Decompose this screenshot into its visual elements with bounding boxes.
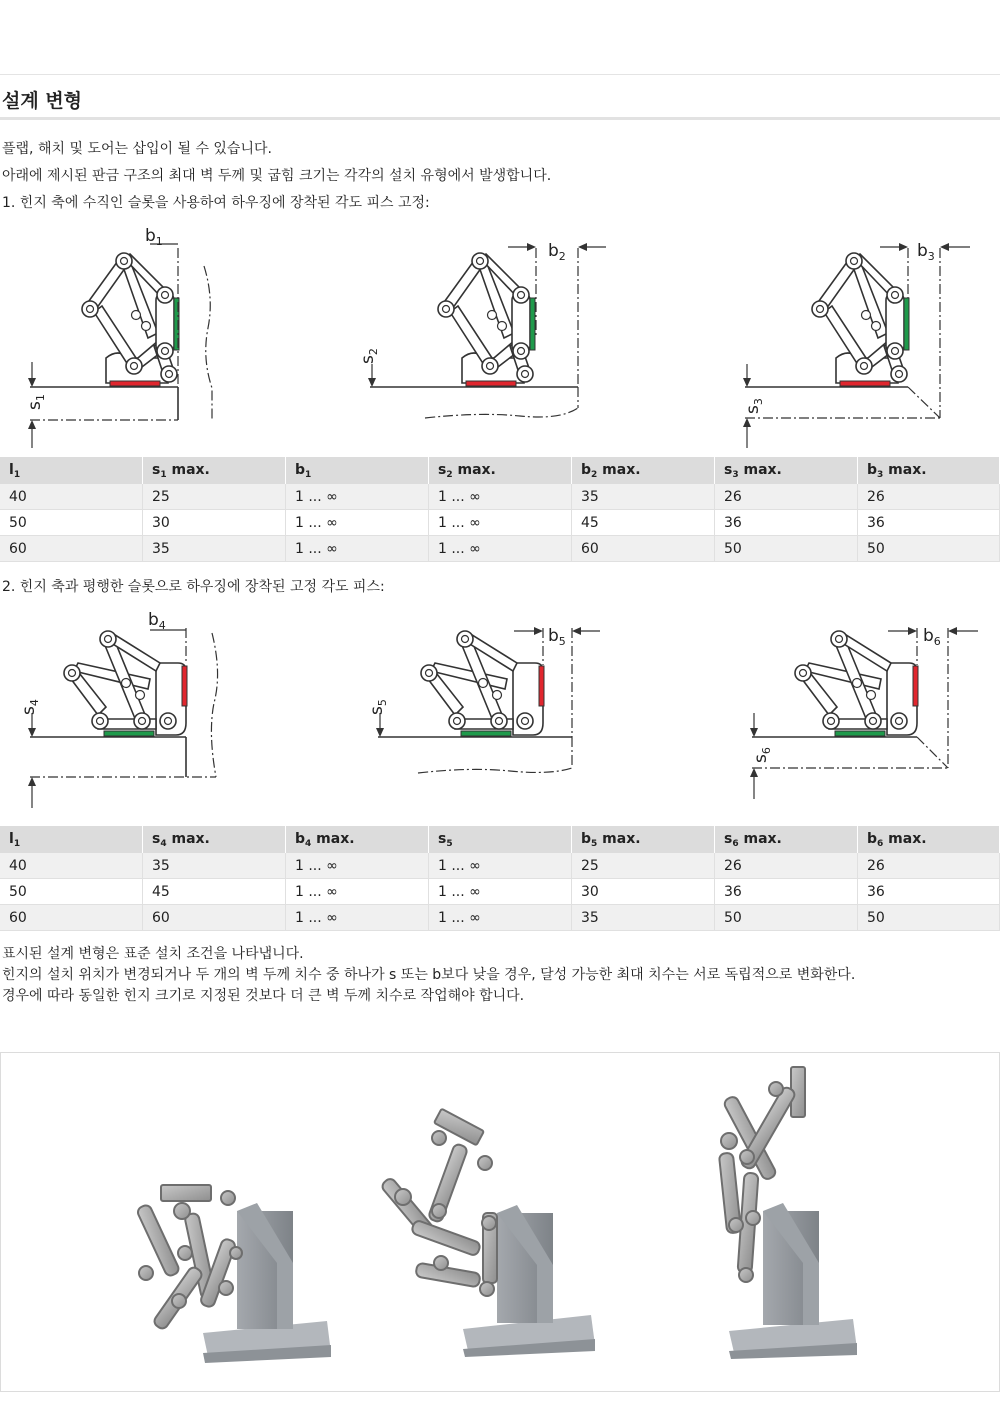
table-cell: 30 xyxy=(572,879,715,905)
label-s5: $s_5$ xyxy=(367,699,389,715)
table-cell: 1 ... ∞ xyxy=(429,536,572,562)
table-row xyxy=(0,879,1000,905)
table-row xyxy=(0,905,1000,931)
table-cell: 25 xyxy=(143,484,286,510)
table-cell: 60 xyxy=(572,536,715,562)
section-heading: 설계 변형 xyxy=(2,90,83,112)
top-divider xyxy=(0,74,1000,75)
label-s6: $s_6$ xyxy=(751,747,773,763)
table-row xyxy=(0,484,1000,510)
table-header-cell: $s_6$ max. xyxy=(715,826,858,853)
table-row xyxy=(0,510,1000,536)
drawing-variant-4 xyxy=(19,610,218,808)
table-cell: 60 xyxy=(0,536,143,562)
table-header-cell: $b_4$ max. xyxy=(286,826,429,853)
table-cell: 40 xyxy=(0,853,143,879)
label-b3: $b_3$ xyxy=(917,241,935,263)
table-header-cell: $s_4$ max. xyxy=(143,826,286,853)
note-line-1: 표시된 설계 변형은 표준 설치 조건을 나타냅니다. xyxy=(2,946,304,962)
table-header-cell: $s_3$ max. xyxy=(715,457,858,484)
table-header-cell: $b_3$ max. xyxy=(858,457,1000,484)
installation-diagram-parallel xyxy=(0,603,1000,818)
product-photo xyxy=(1,1053,999,1391)
table-cell: 50 xyxy=(858,905,1000,931)
section-2-caption: 2. 힌지 축과 평행한 슬롯으로 하우징에 장착된 고정 각도 피스: xyxy=(2,579,385,595)
table-cell: 1 ... ∞ xyxy=(429,853,572,879)
drawing-variant-5 xyxy=(367,626,600,773)
table-cell: 30 xyxy=(143,510,286,536)
table-cell: 26 xyxy=(858,484,1000,510)
hinge-photo-3 xyxy=(719,1067,857,1359)
note-line-2: 힌지의 설치 위치가 변경되거나 두 개의 벽 두께 치수 중 하나가 s 또는 b보다 낮을 경우, 달성 가능한 최대 치수는 서로 독립적으로 변화한다. xyxy=(2,967,856,983)
table-cell: 1 ... ∞ xyxy=(429,905,572,931)
table-header-row xyxy=(0,826,1000,853)
label-b2: $b_2$ xyxy=(548,241,566,263)
note-line-3: 경우에 따라 동일한 힌지 크기로 지정된 것보다 더 큰 벽 두께 치수로 작업해야 합니다. xyxy=(2,988,525,1004)
spec-table-2 xyxy=(0,826,1000,931)
table-header-cell: $s_2$ max. xyxy=(429,457,572,484)
table-cell: 1 ... ∞ xyxy=(286,853,429,879)
table-cell: 50 xyxy=(715,536,858,562)
table-cell: 50 xyxy=(715,905,858,931)
table-cell: 1 ... ∞ xyxy=(286,879,429,905)
intro-line-2: 아래에 제시된 판금 구조의 최대 벽 두께 및 굽힘 크기는 각각의 설치 유형에서 발생합니다. xyxy=(2,168,552,184)
table-header-cell: $b_1$ xyxy=(286,457,429,484)
hinge-photo-1 xyxy=(136,1185,331,1363)
table-cell: 36 xyxy=(858,879,1000,905)
table-cell: 1 ... ∞ xyxy=(286,510,429,536)
table-header-cell: $b_6$ max. xyxy=(858,826,1000,853)
label-s1: $s_1$ xyxy=(25,394,47,410)
hinge-photo-2 xyxy=(380,1109,595,1357)
table-cell: 40 xyxy=(0,484,143,510)
table-header-cell: $b_2$ max. xyxy=(572,457,715,484)
table-cell: 35 xyxy=(572,905,715,931)
table-header-cell: $l_1$ xyxy=(0,826,143,853)
table-cell: 50 xyxy=(858,536,1000,562)
label-b1: $b_1$ xyxy=(145,226,163,248)
table-cell: 1 ... ∞ xyxy=(286,484,429,510)
table-cell: 26 xyxy=(858,853,1000,879)
installation-diagram-perpendicular xyxy=(0,218,1000,454)
label-b4: $b_4$ xyxy=(148,610,166,632)
table-cell: 26 xyxy=(715,484,858,510)
drawing-variant-1 xyxy=(25,226,212,448)
table-cell: 60 xyxy=(143,905,286,931)
table-cell: 1 ... ∞ xyxy=(429,879,572,905)
table-cell: 36 xyxy=(715,879,858,905)
label-b5: $b_5$ xyxy=(548,626,566,648)
table-header-cell: $s_5$ xyxy=(429,826,572,853)
table-cell: 36 xyxy=(858,510,1000,536)
table-cell: 60 xyxy=(0,905,143,931)
label-s3: $s_3$ xyxy=(743,398,765,414)
label-s2: $s_2$ xyxy=(358,348,380,364)
table-cell: 50 xyxy=(0,879,143,905)
drawing-variant-6 xyxy=(750,626,978,799)
table-header-cell: $l_1$ xyxy=(0,457,143,484)
table-cell: 50 xyxy=(0,510,143,536)
table-cell: 1 ... ∞ xyxy=(429,484,572,510)
table-cell: 36 xyxy=(715,510,858,536)
label-s4: $s_4$ xyxy=(19,699,41,715)
heading-underline xyxy=(0,117,1000,120)
table-cell: 35 xyxy=(572,484,715,510)
table-header-cell: $b_5$ max. xyxy=(572,826,715,853)
product-photo-panel xyxy=(0,1052,1000,1392)
table-cell: 45 xyxy=(572,510,715,536)
table-row xyxy=(0,536,1000,562)
table-cell: 1 ... ∞ xyxy=(429,510,572,536)
table-cell: 1 ... ∞ xyxy=(286,536,429,562)
drawing-variant-2 xyxy=(358,241,606,418)
drawing-variant-3 xyxy=(743,241,970,448)
intro-line-3: 1. 힌지 축에 수직인 슬롯을 사용하여 하우징에 장착된 각도 피스 고정: xyxy=(2,195,430,211)
table-cell: 35 xyxy=(143,853,286,879)
table-cell: 25 xyxy=(572,853,715,879)
label-b6: $b_6$ xyxy=(923,626,941,648)
table-cell: 1 ... ∞ xyxy=(286,905,429,931)
table-cell: 26 xyxy=(715,853,858,879)
table-header-row xyxy=(0,457,1000,484)
intro-line-1: 플랩, 해치 및 도어는 삽입이 될 수 있습니다. xyxy=(2,141,272,157)
table-row xyxy=(0,853,1000,879)
table-header-cell: $s_1$ max. xyxy=(143,457,286,484)
table-cell: 35 xyxy=(143,536,286,562)
spec-table-1 xyxy=(0,457,1000,562)
table-cell: 45 xyxy=(143,879,286,905)
